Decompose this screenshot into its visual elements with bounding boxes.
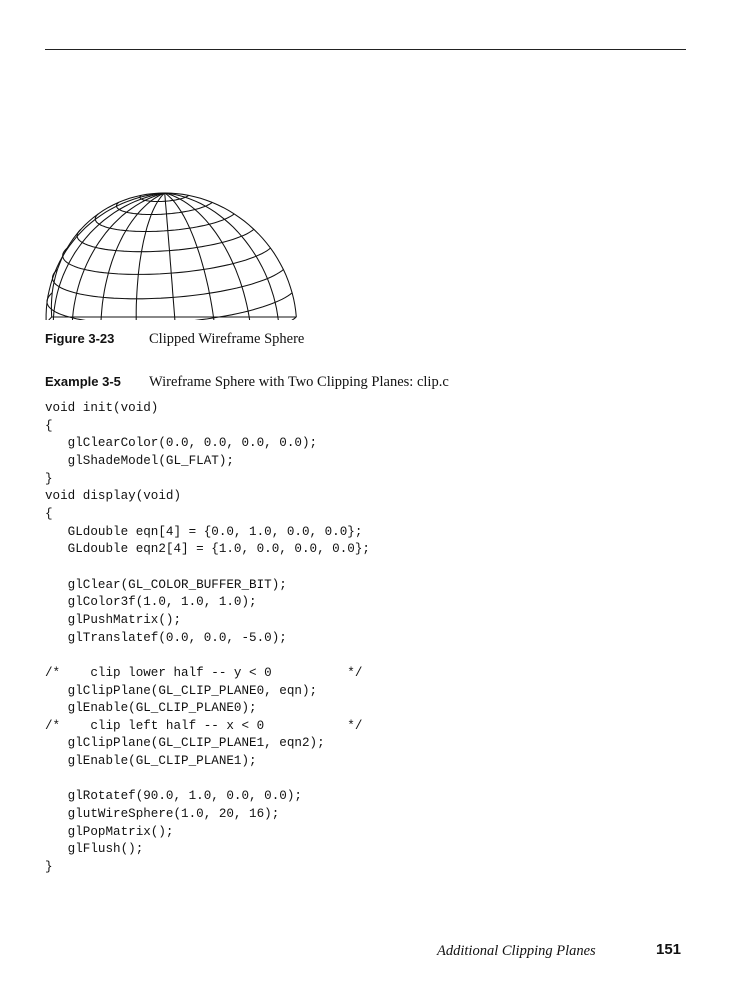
code-line: glFlush(); (45, 842, 144, 857)
wireframe-sphere-lines (46, 193, 296, 320)
parallel-line (53, 270, 284, 299)
example-label: Example 3-5 (45, 374, 121, 389)
code-line: GLdouble eqn2[4] = {1.0, 0.0, 0.0, 0.0}; (45, 542, 370, 557)
meridian-line (72, 193, 165, 320)
figure-label: Figure 3-23 (45, 331, 115, 346)
meridian-line (53, 193, 164, 320)
parallel-line (63, 248, 271, 274)
code-line: glClipPlane(GL_CLIP_PLANE0, eqn); (45, 683, 318, 698)
page-number: 151 (656, 941, 682, 958)
header-rule (45, 49, 686, 50)
code-line: glEnable(GL_CLIP_PLANE0); (45, 701, 257, 716)
code-line: { (45, 506, 53, 521)
code-line: glPushMatrix(); (45, 612, 182, 627)
code-line: GLdouble eqn[4] = {0.0, 1.0, 0.0, 0.0}; (45, 524, 363, 539)
figure-caption-text: Clipped Wireframe Sphere (149, 331, 305, 347)
code-line: glShadeModel(GL_FLAT); (45, 453, 234, 468)
code-line: glClear(GL_COLOR_BUFFER_BIT); (45, 577, 287, 592)
meridian-line (101, 193, 165, 320)
code-line: glClearColor(0.0, 0.0, 0.0, 0.0); (45, 436, 318, 451)
figure-caption (45, 330, 304, 349)
code-line: glTranslatef(0.0, 0.0, -5.0); (45, 630, 287, 645)
meridian-line (136, 193, 164, 320)
parallel-line (77, 229, 254, 251)
example-caption (45, 373, 449, 392)
clipped-wireframe-sphere-figure (40, 85, 315, 320)
code-line: glColor3f(1.0, 1.0, 1.0); (45, 595, 257, 610)
code-line: glEnable(GL_CLIP_PLANE1); (45, 754, 257, 769)
code-line: void display(void) (45, 489, 182, 504)
code-line: /* clip left half -- x < 0 */ (45, 718, 363, 733)
code-line: glutWireSphere(1.0, 20, 16); (45, 807, 280, 822)
code-listing (45, 400, 370, 877)
code-line: } (45, 471, 53, 486)
meridian-line (46, 193, 165, 320)
meridian-line (165, 193, 252, 320)
code-line: } (45, 860, 53, 875)
code-line: void init(void) (45, 401, 159, 415)
example-caption-text: Wireframe Sphere with Two Clipping Planes: clip.c (149, 374, 449, 390)
code-line: glPopMatrix(); (45, 824, 174, 839)
running-footer-title: Additional Clipping Planes (437, 943, 596, 959)
meridian-line (165, 193, 177, 320)
parallel-line (47, 293, 292, 320)
meridian-line (165, 193, 217, 320)
code-line: glRotatef(90.0, 1.0, 0.0, 0.0); (45, 789, 302, 804)
code-line: /* clip lower half -- y < 0 */ (45, 665, 363, 680)
code-line: { (45, 418, 53, 433)
code-line: glClipPlane(GL_CLIP_PLANE1, eqn2); (45, 736, 325, 751)
